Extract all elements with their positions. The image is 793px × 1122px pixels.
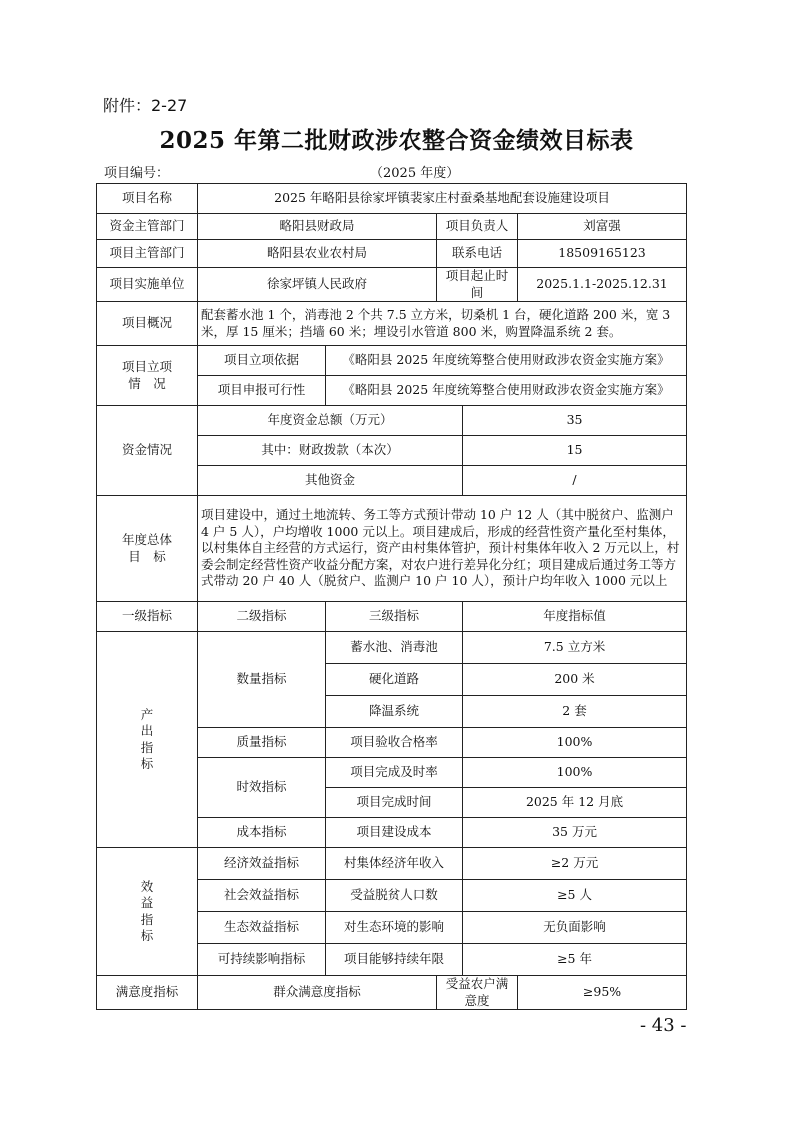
page-title: 2025 年第二批财政涉农整合资金绩效目标表 (159, 127, 634, 154)
cell-label: 项目名称 (97, 184, 198, 214)
indicator-name: 项目建设成本 (326, 818, 463, 848)
overview-text: 配套蓄水池 1 个，消毒池 2 个共 7.5 立方米，切桑机 1 台，硬化道路 200 米，宽 3 米，厚 15 厘米；挡墙 60 米；埋设引水管道 800 米，购置降温系统 2 套。 (198, 302, 687, 346)
header-cell: 三级指标 (326, 602, 463, 632)
indicator-value: 35 万元 (463, 818, 687, 848)
cell-label: 联系电话 (437, 240, 518, 268)
benefit-indicator-label: 效 益 指 标 (97, 848, 198, 976)
table-row (97, 632, 687, 664)
fund-dept-value: 略阳县财政局 (198, 214, 437, 240)
cell-label: 其中：财政拨款（本次） (198, 436, 463, 466)
impl-unit-value: 徐家坪镇人民政府 (198, 268, 437, 302)
indicator-name: 受益农户满意度 (437, 976, 518, 1010)
project-name-value: 2025 年略阳县徐家坪镇裴家庄村蚕桑基地配套设施建设项目 (198, 184, 687, 214)
cell-label: 年度资金总额（万元） (198, 406, 463, 436)
indicator-name: 受益脱贫人口数 (326, 880, 463, 912)
satisfaction-indicator-label: 满意度指标 (97, 976, 198, 1010)
table-row (97, 602, 687, 632)
table-row (97, 346, 687, 376)
performance-target-table (96, 183, 687, 1010)
table-row (97, 848, 687, 880)
indicator-name: 降温系统 (326, 696, 463, 728)
proj-dept-value: 略阳县农业农村局 (198, 240, 437, 268)
cell-label: 其他资金 (198, 466, 463, 496)
cell-label: 项目实施单位 (97, 268, 198, 302)
indicator-name: 项目完成及时率 (326, 758, 463, 788)
funds-fiscal-value: 15 (463, 436, 687, 466)
header-cell: 二级指标 (198, 602, 326, 632)
attachment-number: 附件：2-27 (103, 96, 188, 115)
social-benefit-label: 社会效益指标 (198, 880, 326, 912)
indicator-value: 无负面影响 (463, 912, 687, 944)
indicator-value: ≥95% (518, 976, 687, 1010)
cell-label: 项目申报可行性 (198, 376, 326, 406)
funds-label: 资金情况 (97, 406, 198, 496)
cell-label: 项目起止时间 (437, 268, 518, 302)
leader-value: 刘富强 (518, 214, 687, 240)
basis-value: 《略阳县 2025 年度统筹整合使用财政涉农资金实施方案》 (326, 346, 687, 376)
goal-label: 年度总体 目 标 (97, 496, 198, 602)
indicator-name: 蓄水池、消毒池 (326, 632, 463, 664)
indicator-value: 2 套 (463, 696, 687, 728)
indicator-name: 村集体经济年收入 (326, 848, 463, 880)
table-row (97, 976, 687, 1010)
indicator-name: 硬化道路 (326, 664, 463, 696)
header-cell: 一级指标 (97, 602, 198, 632)
indicator-value: ≥5 年 (463, 944, 687, 976)
period-value: 2025.1.1-2025.12.31 (518, 268, 687, 302)
cell-label: 项目概况 (97, 302, 198, 346)
quantity-indicator-label: 数量指标 (198, 632, 326, 728)
page-number: - 43 - (640, 1015, 687, 1036)
cell-label: 项目负责人 (437, 214, 518, 240)
cell-label: 资金主管部门 (97, 214, 198, 240)
fiscal-year-label: （2025 年度） (370, 166, 460, 181)
indicator-value: 7.5 立方米 (463, 632, 687, 664)
phone-value: 18509165123 (518, 240, 687, 268)
table-row (97, 184, 687, 214)
output-indicator-label: 产 出 指 标 (97, 632, 198, 848)
indicator-value: ≥2 万元 (463, 848, 687, 880)
table-row (97, 406, 687, 436)
table-row (97, 496, 687, 602)
header-cell: 年度指标值 (463, 602, 687, 632)
ecological-benefit-label: 生态效益指标 (198, 912, 326, 944)
indicator-name: 对生态环境的影响 (326, 912, 463, 944)
project-number-label: 项目编号： (104, 166, 170, 181)
cost-indicator-label: 成本指标 (198, 818, 326, 848)
indicator-value: ≥5 人 (463, 880, 687, 912)
indicator-value: 100% (463, 758, 687, 788)
funds-total-value: 35 (463, 406, 687, 436)
indicator-name: 项目完成时间 (326, 788, 463, 818)
goal-text: 项目建设中，通过土地流转、务工等方式预计带动 10 户 12 人（其中脱贫户、监测户 4 户 5 人），户均增收 1000 元以上。项目建成后，形成的经营性资产量化至村集体，以村集体自主经营的方式运行，资产由村集体管护，预计村集体年收入 2 万元以上，村委会制定经营性资产收益分配方案，对农户进行差异化分红；项目建成后通过务工等方式带动 20 户 40 人（脱贫户、监测户 10 户 10 人），预计户均年收入 1000 元以上 (198, 496, 687, 602)
indicator-name: 项目能够持续年限 (326, 944, 463, 976)
table-row (97, 214, 687, 240)
table-row (97, 268, 687, 302)
cell-label: 项目立项依据 (198, 346, 326, 376)
sustainability-label: 可持续影响指标 (198, 944, 326, 976)
approval-label: 项目立项 情 况 (97, 346, 198, 406)
indicator-value: 2025 年 12 月底 (463, 788, 687, 818)
indicator-value: 100% (463, 728, 687, 758)
feasibility-value: 《略阳县 2025 年度统筹整合使用财政涉农资金实施方案》 (326, 376, 687, 406)
table-row (97, 240, 687, 268)
quality-indicator-label: 质量指标 (198, 728, 326, 758)
table-row (97, 302, 687, 346)
public-satisfaction-label: 群众满意度指标 (198, 976, 437, 1010)
indicator-name: 项目验收合格率 (326, 728, 463, 758)
timeliness-indicator-label: 时效指标 (198, 758, 326, 818)
indicator-value: 200 米 (463, 664, 687, 696)
cell-label: 项目主管部门 (97, 240, 198, 268)
economic-benefit-label: 经济效益指标 (198, 848, 326, 880)
funds-other-value: / (463, 466, 687, 496)
